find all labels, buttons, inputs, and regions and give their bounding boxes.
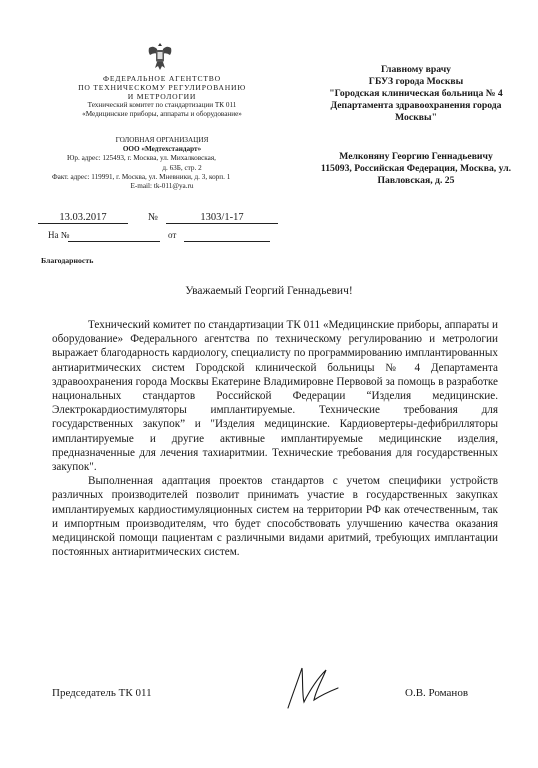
addressee-line-4: Департамента здравоохранения города — [330, 100, 502, 111]
recipient-name: Мелконяну Георгию Геннадьевичу — [339, 151, 493, 162]
head-org-title: ГОЛОВНАЯ ОРГАНИЗАЦИЯ — [115, 136, 209, 144]
letter-number: 1303/1-17 — [166, 212, 278, 224]
recipient-address-2: Павловская, д. 25 — [377, 175, 455, 186]
body-paragraph-1: Технический комитет по стандартизации ТК 011 «Медицинские приборы, аппараты и оборудование» Федерального агентства по техническому регулированию и метрологии выражает благодарность кардиологу, специалисту по программированию имплантированных антиаритмических систем Городской клинической больницы № 4 Департамента здравоохранения города Москвы Екатерине Владимировне Первовой за помощь в разработке национальных стандартов Российской Федерации “Изделия медицинские. Электрокардиостимуляторы имплантируемые. Технические требования для государственных закупок” и "Изделия медицинские. Кардиовертеры-дефибрилляторы имплантируемые и другие активные имплантируемые медицинские изделия, предназначенные для лечения тахиаритмии. Технические требования для государственных закупок". — [52, 319, 498, 474]
letter-date: 13.03.2017 — [38, 212, 128, 224]
signatory-name: О.В. Романов — [405, 687, 469, 699]
coat-of-arms-emblem — [145, 40, 175, 72]
addressee-block — [300, 64, 532, 124]
email: E-mail: tk-011@ya.ru — [130, 182, 194, 191]
addressee-line-2: ГБУЗ города Москвы — [368, 76, 464, 87]
body-paragraph-2: Выполненная адаптация проектов стандартов с учетом специфики устройств различных производителей позволит принимать участие в государственных закупках имплантируемых кардиостимуляционных систем на территории РФ как отечественным, так и импортным производителям, что будет способствовать улучшению качества оказания медицинской помощи пациентам с различными видами аритмий, требующих имплантации постоянных антиаритмических систем. — [52, 475, 498, 559]
greeting: Уважаемый Георгий Геннадьевич! — [185, 285, 353, 297]
legal-address-line-2: д. 63Б, стр. 2 — [162, 163, 202, 172]
addressee-line-1: Главному врачу — [380, 64, 452, 75]
committee-line-2: «Медицинские приборы, аппараты и оборудование» — [82, 110, 242, 118]
reference-blank — [68, 241, 160, 242]
recipient-block — [300, 151, 532, 187]
committee-line-1: Технический комитет по стандартизации ТК 011 — [87, 101, 237, 109]
actual-address: Факт. адрес: 119991, г. Москва, ул. Мневники, д. 3, корп. 1 — [52, 172, 231, 181]
agency-line-1: ФЕДЕРАЛЬНОЕ АГЕНТСТВО — [103, 74, 221, 83]
head-organization — [52, 136, 272, 191]
letter-body — [52, 318, 498, 559]
signatory-position: Председатель ТК 011 — [52, 687, 152, 699]
recipient-address-1: 115093, Российская Федерация, Москва, ул. — [320, 163, 512, 174]
reference-label: На № — [48, 230, 70, 240]
agency-header — [52, 74, 272, 119]
from-blank — [184, 241, 270, 242]
addressee-line-3: "Городская клиническая больница № 4 — [329, 88, 503, 99]
letter-subject: Благодарность — [41, 256, 94, 265]
addressee-line-5: Москвы" — [395, 112, 437, 123]
agency-line-3: И МЕТРОЛОГИИ — [127, 92, 197, 101]
head-org-name: ООО «Медтехстандарт» — [122, 145, 202, 154]
agency-line-2: ПО ТЕХНИЧЕСКОМУ РЕГУЛИРОВАНИЮ — [78, 83, 246, 92]
legal-address-line-1: Юр. адрес: 125493, г. Москва, ул. Михалковская, — [67, 154, 216, 163]
handwritten-signature — [282, 660, 342, 712]
number-label: № — [148, 212, 159, 223]
from-label: от — [168, 230, 177, 240]
